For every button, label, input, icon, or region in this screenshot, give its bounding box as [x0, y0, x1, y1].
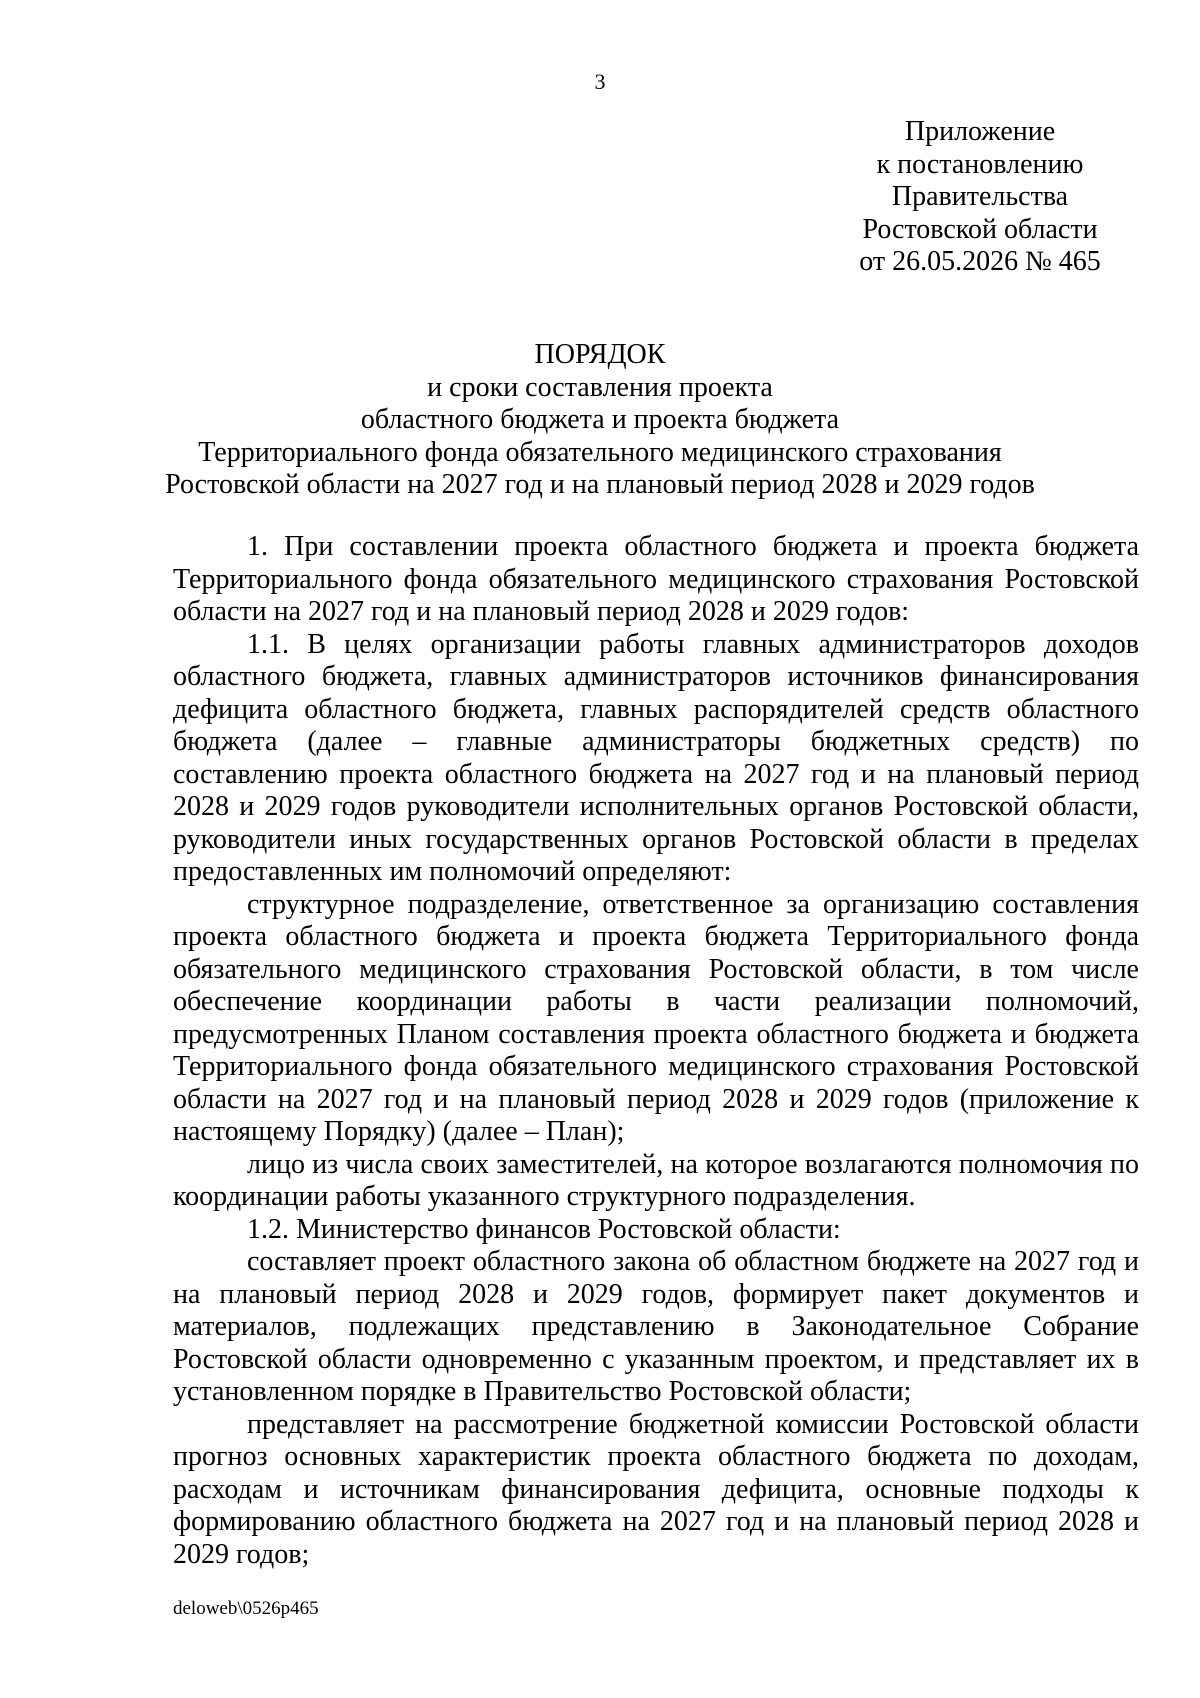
- paragraph-deputy: лицо из числа своих заместителей, на которое возлагаются полномочия по координации работы указанного структурного подразделения.: [173, 1148, 1139, 1212]
- title-line: Ростовской области на 2027 год и на плановый период 2028 и 2029 годов: [165, 469, 1035, 500]
- paragraph-1-2: 1.2. Министерство финансов Ростовской области:: [247, 1213, 841, 1245]
- title-line: и сроки составления проекта: [427, 371, 773, 403]
- title-line: областного бюджета и проекта бюджета: [360, 404, 840, 435]
- paragraph-structural-unit: структурное подразделение, ответственное за организацию составления проекта областного бюджета и проекта бюджета Территориального фонда обязательного медицинского страхования Ростовской области, в том числе обеспечение координации работы в части реализации полномочий, предусмотренных Планом составления проекта областного бюджета и бюджета Территориального фонда обязательного медицинского страхования Ростовской области на 2027 год и на плановый период 2028 и 2029 годов (приложение к настоящему Порядку) (далее – План);: [173, 888, 1139, 1147]
- page-number: 3: [594, 69, 606, 94]
- appendix-line: Правительства: [891, 181, 1069, 212]
- paragraph-1: 1. При составлении проекта областного бюджета и проекта бюджета Территориального фонда обязательного медицинского страхования Ростовской области на 2027 год и на плановый период 2028 и 2029 годов:: [173, 531, 1139, 627]
- appendix-line: Ростовской области: [862, 213, 1098, 245]
- document-title: [140, 339, 1060, 502]
- appendix-block: [840, 116, 1120, 279]
- title-line: Территориального фонда обязательного медицинского страхования: [198, 436, 1002, 468]
- title-heading: ПОРЯДОК: [534, 339, 666, 370]
- appendix-date-number: от 26.05.2026 № 465: [859, 246, 1101, 277]
- footer-document-code: deloweb\0526p465: [173, 1598, 319, 1619]
- paragraph-budget-commission: представляет на рассмотрение бюджетной комиссии Ростовской области прогноз основных характеристик проекта областного бюджета по доходам, расходам и источникам финансирования дефицита, основные подходы к формированию областного бюджета на 2027 год и на плановый период 2028 и 2029 годов;: [173, 1408, 1139, 1570]
- document-body: [173, 531, 1139, 1571]
- paragraph-1-1: 1.1. В целях организации работы главных администраторов доходов областного бюджета, главных администраторов источников финансирования дефицита областного бюджета, главных распорядителей средств областного бюджета (далее – главные администраторы бюджетных средств) по составлению проекта областного бюджета на 2027 год и на плановый период 2028 и 2029 годов руководители исполнительных органов Ростовской области, руководители иных государственных органов Ростовской области в пределах предоставленных им полномочий определяют:: [173, 628, 1139, 887]
- appendix-line: к постановлению: [876, 148, 1084, 180]
- appendix-line: Приложение: [904, 116, 1056, 147]
- paragraph-law-draft: составляет проект областного закона об областном бюджете на 2027 год и на плановый период 2028 и 2029 годов, формирует пакет документов и материалов, подлежащих представлению в Законодательное Собрание Ростовской области одновременно с указанным проектом, и представляет их в установленном порядке в Правительство Ростовской области;: [173, 1246, 1139, 1407]
